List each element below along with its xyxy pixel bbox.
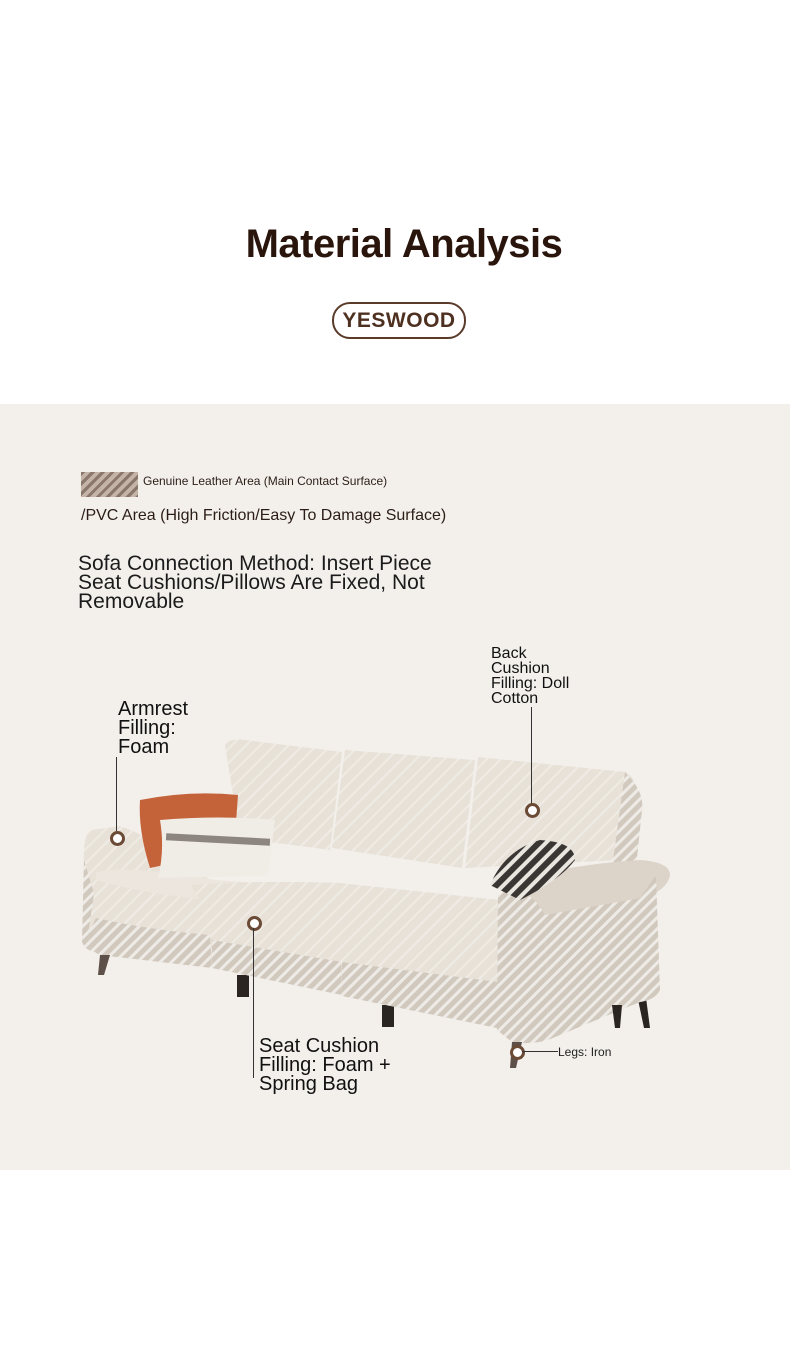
brand-logo: YESWOOD [332,302,466,339]
leader-back-cushion [531,707,532,805]
marker-legs [510,1045,525,1060]
callout-seat-cushion: Seat Cushion Filling: Foam + Spring Bag [259,1035,391,1095]
marker-seat-cushion [247,916,262,931]
marker-armrest [110,831,125,846]
legend-pvc-label: /PVC Area (High Friction/Easy To Damage Surface) [81,507,447,524]
sofa-leg-front-left [98,955,110,975]
sofa-leg-back-left [237,975,249,997]
callout-back-cushion: Back Cushion Filling: Doll Cotton [491,645,570,707]
legend-leather-label: Genuine Leather Area (Main Contact Surface) [143,474,388,488]
leather-swatch [81,472,138,497]
marker-back-cushion [525,803,540,818]
armrest-right-front [497,891,548,1044]
callout-legs: Legs: Iron [558,1045,612,1059]
connection-method-note: Sofa Connection Method: Insert Piece Seat Cushions/Pillows Are Fixed, Not Removable [78,552,432,613]
leader-armrest [116,757,117,831]
callout-armrest: Armrest Filling: Foam [118,698,188,758]
leader-seat-cushion [253,928,254,1078]
leader-legs [522,1051,558,1052]
sofa-leg-front-side [612,1005,622,1028]
page-title: Material Analysis [245,222,563,266]
pillow-striped-cream [158,818,275,879]
back-cushion-mid [332,750,475,868]
sofa-leg-back-mid [382,1005,394,1027]
